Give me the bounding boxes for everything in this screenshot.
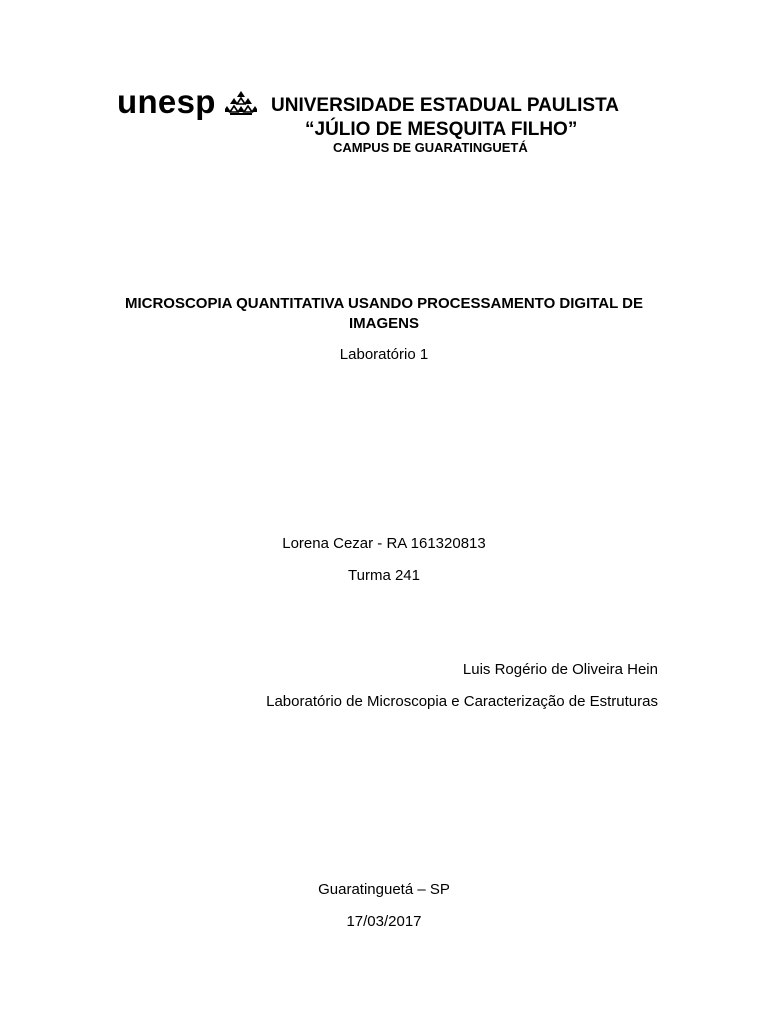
campus-name: CAMPUS DE GUARATINGUETÁ	[333, 140, 528, 155]
advisor-name: Luis Rogério de Oliveira Hein	[462, 661, 658, 678]
document-title-line-1: MICROSCOPIA QUANTITATIVA USANDO PROCESSAMENTO DIGITAL DE	[124, 295, 644, 312]
student-name: Lorena Cezar - RA 161320813	[282, 535, 486, 552]
document-title-line-2: IMAGENS	[348, 315, 419, 332]
student-class: Turma 241	[348, 567, 420, 584]
laboratory-name: Laboratório de Microscopia e Caracterização de Estruturas	[266, 693, 658, 710]
unesp-logo-icon	[225, 90, 257, 116]
place: Guaratinguetá – SP	[318, 881, 450, 898]
unesp-logo-text: unesp	[117, 83, 216, 120]
university-subname: “JÚLIO DE MESQUITA FILHO”	[305, 119, 578, 140]
date: 17/03/2017	[346, 913, 422, 930]
university-name: UNIVERSIDADE ESTADUAL PAULISTA	[271, 95, 620, 116]
document-subtitle: Laboratório 1	[339, 346, 429, 363]
document-title	[104, 294, 664, 334]
